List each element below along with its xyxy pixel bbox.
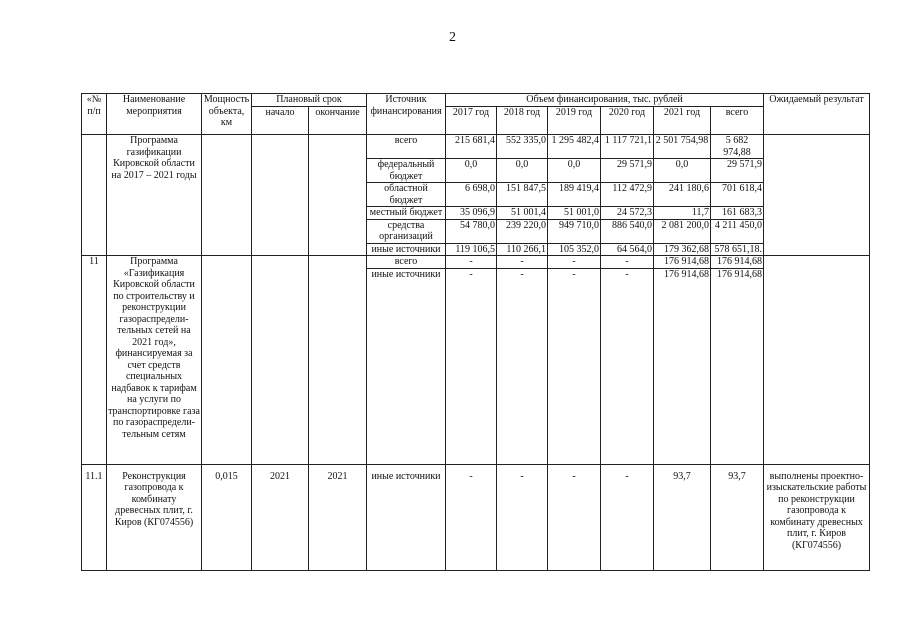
- header-term-end: окончание: [309, 107, 367, 135]
- item-11-1-end: 2021: [309, 464, 367, 570]
- value-cell: -: [497, 464, 548, 570]
- value-cell: 29 571,9: [601, 159, 654, 183]
- value-cell: 215 681,4: [446, 135, 497, 159]
- value-cell: -: [446, 256, 497, 269]
- header-year: 2020 год: [601, 107, 654, 135]
- header-volume: Объем финансирования, тыс. рублей: [446, 94, 764, 107]
- value-cell: 151 847,5: [497, 183, 548, 207]
- page-number: 2: [449, 30, 456, 45]
- value-cell: -: [497, 268, 548, 464]
- header-year: 2018 год: [497, 107, 548, 135]
- value-cell: 11,7: [654, 207, 711, 220]
- program-start: [252, 135, 309, 256]
- value-cell: -: [497, 256, 548, 269]
- program-capacity: [202, 135, 252, 256]
- item-11-1-name: Реконструкция газопровода к комбинату древесных плит, г. Киров (КГ074556): [107, 464, 202, 570]
- header-year: всего: [711, 107, 764, 135]
- value-cell: -: [548, 256, 601, 269]
- value-cell: 578 651,18.: [711, 243, 764, 256]
- value-cell: 239 220,0: [497, 219, 548, 243]
- value-cell: 176 914,68: [654, 256, 711, 269]
- value-cell: 176 914,68: [711, 268, 764, 464]
- value-cell: 161 683,3: [711, 207, 764, 220]
- value-cell: 0,0: [548, 159, 601, 183]
- value-cell: 110 266,1: [497, 243, 548, 256]
- value-cell: 552 335,0: [497, 135, 548, 159]
- value-cell: 54 780,0: [446, 219, 497, 243]
- source-cell: всего: [367, 135, 446, 159]
- item-11-name: Программа «Газификация Кировской области по строительству и реконструкции газораспредели-тельных сетей на 2021 год», финансируемая за счет средств специальных надбавок к тарифам на услуги по транспортировке газа по газораспредели-тельным сетям: [107, 256, 202, 465]
- source-cell: областной бюджет: [367, 183, 446, 207]
- financing-table: [81, 93, 870, 571]
- source-cell: иные источники: [367, 268, 446, 464]
- item-11-start: [252, 256, 309, 465]
- value-cell: 24 572,3: [601, 207, 654, 220]
- value-cell: 35 096,9: [446, 207, 497, 220]
- item-11-1-result: выполнены проектно-изыскательские работы по реконструкции газопровода к комбинату древесных плит, г. Киров (КГ074556): [764, 464, 870, 570]
- header-name: Наименование мероприятия: [107, 94, 202, 135]
- value-cell: -: [548, 464, 601, 570]
- value-cell: 0,0: [446, 159, 497, 183]
- item-11-no: 11: [82, 256, 107, 465]
- value-cell: 29 571,9: [711, 159, 764, 183]
- value-cell: 189 419,4: [548, 183, 601, 207]
- value-cell: 179 362,68: [654, 243, 711, 256]
- item-11-end: [309, 256, 367, 465]
- header-year: 2021 год: [654, 107, 711, 135]
- source-cell: федеральный бюджет: [367, 159, 446, 183]
- program-name: Программа газификации Кировской области на 2017 – 2021 годы: [107, 135, 202, 256]
- program-result: [764, 135, 870, 256]
- value-cell: 5 682 974,88: [711, 135, 764, 159]
- value-cell: 949 710,0: [548, 219, 601, 243]
- header-term: Плановый срок: [252, 94, 367, 107]
- value-cell: -: [601, 268, 654, 464]
- value-cell: 112 472,9: [601, 183, 654, 207]
- value-cell: 51 001,0: [548, 207, 601, 220]
- source-cell: иные источники: [367, 464, 446, 570]
- item-11-result: [764, 256, 870, 465]
- value-cell: 0,0: [497, 159, 548, 183]
- header-year: 2017 год: [446, 107, 497, 135]
- header-source: Источник финансирования: [367, 94, 446, 135]
- value-cell: 6 698,0: [446, 183, 497, 207]
- value-cell: 1 295 482,4: [548, 135, 601, 159]
- value-cell: 2 081 200,0: [654, 219, 711, 243]
- value-cell: 51 001,4: [497, 207, 548, 220]
- header-no: «№ п/п: [82, 94, 107, 135]
- value-cell: 176 914,68: [654, 268, 711, 464]
- source-cell: всего: [367, 256, 446, 269]
- source-cell: средства организаций: [367, 219, 446, 243]
- value-cell: 176 914,68: [711, 256, 764, 269]
- header-capacity: Мощность объекта, км: [202, 94, 252, 135]
- value-cell: -: [601, 256, 654, 269]
- program-end: [309, 135, 367, 256]
- source-cell: местный бюджет: [367, 207, 446, 220]
- item-11-capacity: [202, 256, 252, 465]
- value-cell: 4 211 450,0: [711, 219, 764, 243]
- source-cell: иные источники: [367, 243, 446, 256]
- value-cell: 241 180,6: [654, 183, 711, 207]
- value-cell: 93,7: [711, 464, 764, 570]
- header-result: Ожидаемый результат: [764, 94, 870, 135]
- value-cell: 1 117 721,1: [601, 135, 654, 159]
- value-cell: 2 501 754,98: [654, 135, 711, 159]
- value-cell: 93,7: [654, 464, 711, 570]
- value-cell: -: [446, 268, 497, 464]
- program-no: [82, 135, 107, 256]
- value-cell: 119 106,5: [446, 243, 497, 256]
- header-year: 2019 год: [548, 107, 601, 135]
- value-cell: -: [601, 464, 654, 570]
- header-term-start: начало: [252, 107, 309, 135]
- item-11-1-start: 2021: [252, 464, 309, 570]
- value-cell: 886 540,0: [601, 219, 654, 243]
- item-11-1-capacity: 0,015: [202, 464, 252, 570]
- item-11-1-no: 11.1: [82, 464, 107, 570]
- value-cell: 105 352,0: [548, 243, 601, 256]
- value-cell: -: [548, 268, 601, 464]
- value-cell: -: [446, 464, 497, 570]
- value-cell: 701 618,4: [711, 183, 764, 207]
- value-cell: 0,0: [654, 159, 711, 183]
- value-cell: 64 564,0: [601, 243, 654, 256]
